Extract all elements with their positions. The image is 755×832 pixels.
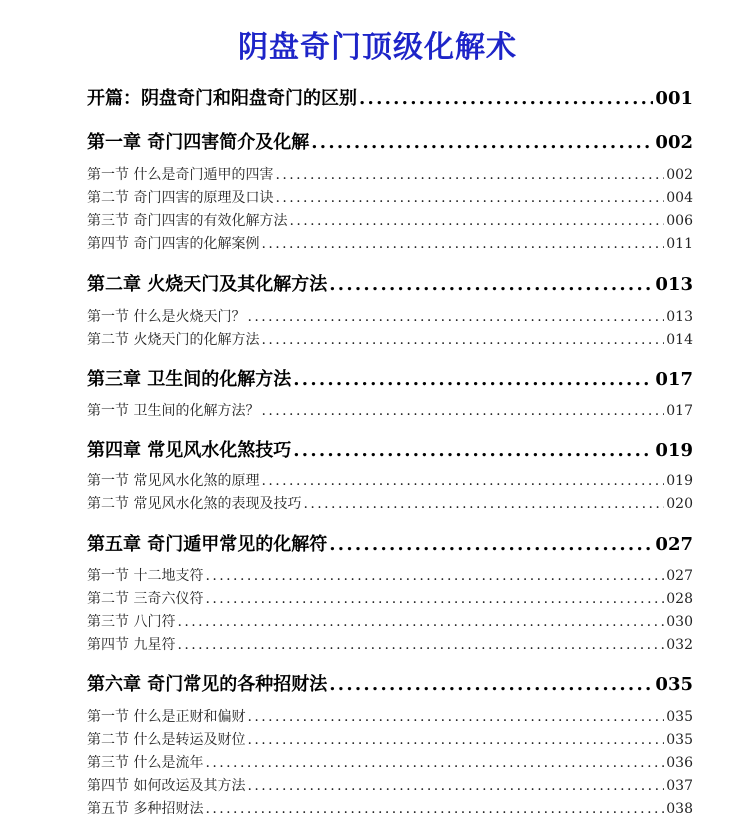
toc-entry-label: 第二节 常见风水化煞的表现及技巧 <box>87 496 302 512</box>
toc-page-number: 014 <box>666 332 693 348</box>
dot-leader <box>205 801 664 817</box>
toc-page-number: 006 <box>666 213 693 229</box>
toc-page-number: 002 <box>666 167 693 183</box>
dot-leader <box>261 403 664 419</box>
dot-leader <box>329 534 653 555</box>
toc-section-entry <box>87 187 693 207</box>
dot-leader <box>261 236 664 252</box>
toc-entry-label: 开篇：阴盘奇门和阳盘奇门的区别 <box>87 88 357 109</box>
toc-page-number: 027 <box>666 568 693 584</box>
dot-leader <box>275 167 664 183</box>
toc-section-entry <box>87 329 693 349</box>
toc-page-number: 035 <box>666 709 693 725</box>
toc-entry-label: 第四节 奇门四害的化解案例 <box>87 236 260 252</box>
toc-page-number: 017 <box>666 403 693 419</box>
toc-page-number: 028 <box>666 591 693 607</box>
toc-page-number: 013 <box>655 274 693 295</box>
toc-entry-label: 第三节 奇门四害的有效化解方法 <box>87 213 288 229</box>
toc-entry-label: 第一节 常见风水化煞的原理 <box>87 473 260 489</box>
toc-entry-label: 第一章 奇门四害简介及化解 <box>87 132 310 153</box>
document-title: 阴盘奇门顶级化解术 <box>238 30 517 65</box>
toc-section-entry <box>87 306 693 326</box>
toc-page-number: 032 <box>666 637 693 653</box>
toc-entry-label: 第四章 常见风水化煞技巧 <box>87 440 292 461</box>
toc-entry-label: 第四节 九星符 <box>87 637 176 653</box>
toc-page-number: 035 <box>655 674 693 695</box>
toc-section-entry <box>87 210 693 230</box>
toc-page-number: 004 <box>666 190 693 206</box>
dot-leader <box>247 732 664 748</box>
toc-entry-label: 第二节 三奇六仪符 <box>87 591 204 607</box>
toc-section-entry <box>87 729 693 749</box>
dot-leader <box>247 709 664 725</box>
dot-leader <box>311 132 653 153</box>
dot-leader <box>329 674 653 695</box>
toc-entry-label: 第三节 什么是流年 <box>87 755 204 771</box>
toc-section-entry <box>87 752 693 772</box>
toc-entry-label: 第二章 火烧天门及其化解方法 <box>87 274 328 295</box>
toc-entry-label: 第一节 卫生间的化解方法？ <box>87 403 260 419</box>
dot-leader <box>289 213 664 229</box>
toc-section-entry <box>87 775 693 795</box>
toc-entry-label: 第一节 什么是奇门遁甲的四害 <box>87 167 274 183</box>
toc-page-number: 001 <box>655 88 693 109</box>
toc-entry-label: 第二节 火烧天门的化解方法 <box>87 332 260 348</box>
toc-entry-label: 第一节 什么是正财和偏财 <box>87 709 246 725</box>
dot-leader <box>303 496 664 512</box>
toc-page-number: 027 <box>655 534 693 555</box>
toc-chapter-entry <box>87 270 693 296</box>
toc-section-entry <box>87 588 693 608</box>
toc-page-number: 017 <box>655 369 693 390</box>
toc-chapter-entry <box>87 84 693 110</box>
toc-section-entry <box>87 400 693 420</box>
toc-entry-label: 第五节 多种招财法 <box>87 801 204 817</box>
toc-entry-label: 第三章 卫生间的化解方法 <box>87 369 292 390</box>
dot-leader <box>261 332 664 348</box>
toc-page-number: 036 <box>666 755 693 771</box>
toc-entry-label: 第五章 奇门遁甲常见的化解符 <box>87 534 328 555</box>
toc-section-entry <box>87 611 693 631</box>
toc-entry-label: 第六章 奇门常见的各种招财法 <box>87 674 328 695</box>
toc-entry-label: 第二节 奇门四害的原理及口诀 <box>87 190 274 206</box>
toc-page-number: 038 <box>666 801 693 817</box>
toc-entry-label: 第三节 八门符 <box>87 614 176 630</box>
toc-chapter-entry <box>87 530 693 556</box>
toc-section-entry <box>87 798 693 818</box>
toc-section-entry <box>87 706 693 726</box>
toc-entry-label: 第四节 如何改运及其方法 <box>87 778 246 794</box>
toc-section-entry <box>87 470 693 490</box>
toc-chapter-entry <box>87 365 693 391</box>
toc-section-entry <box>87 634 693 654</box>
toc-entry-label: 第一节 十二地支符 <box>87 568 204 584</box>
toc-page-number: 020 <box>666 496 693 512</box>
toc-chapter-entry <box>87 436 693 462</box>
dot-leader <box>275 190 664 206</box>
toc-section-entry <box>87 565 693 585</box>
dot-leader <box>205 755 664 771</box>
toc-section-entry <box>87 233 693 253</box>
dot-leader <box>177 637 664 653</box>
dot-leader <box>205 591 664 607</box>
dot-leader <box>359 88 653 109</box>
dot-leader <box>247 778 664 794</box>
dot-leader <box>247 309 664 325</box>
toc-entry-label: 第一节 什么是火烧天门？ <box>87 309 246 325</box>
dot-leader <box>293 440 653 461</box>
toc-chapter-entry <box>87 670 693 696</box>
toc-section-entry <box>87 493 693 513</box>
toc-page-number: 030 <box>666 614 693 630</box>
toc-section-entry <box>87 164 693 184</box>
dot-leader <box>293 369 653 390</box>
toc-page-number: 037 <box>666 778 693 794</box>
toc-page-number: 019 <box>655 440 693 461</box>
toc-page-number: 035 <box>666 732 693 748</box>
toc-page-number: 013 <box>666 309 693 325</box>
toc-chapter-entry <box>87 128 693 154</box>
dot-leader <box>205 568 664 584</box>
toc-page-number: 002 <box>655 132 693 153</box>
toc-page-number: 019 <box>666 473 693 489</box>
toc-page-number: 011 <box>666 236 693 252</box>
toc-entry-label: 第二节 什么是转运及财位 <box>87 732 246 748</box>
dot-leader <box>177 614 664 630</box>
dot-leader <box>261 473 664 489</box>
dot-leader <box>329 274 653 295</box>
